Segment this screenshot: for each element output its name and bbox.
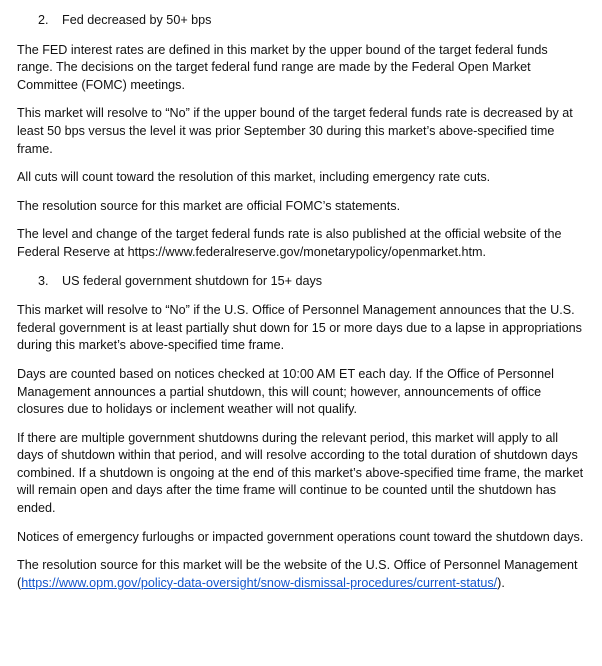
link-close-paren: ). bbox=[497, 575, 505, 590]
paragraph: Days are counted based on notices checked at 10:00 AM ET each day. If the Office of Personnel Management announces a partial shutdown, this will count; however, announcements of office closures due to holidays or inclement weather will not qualify. bbox=[17, 366, 554, 417]
resolution-source-paragraph bbox=[17, 557, 584, 592]
paragraph: If there are multiple government shutdowns during the relevant period, this market will apply to all days of shutdown within that period, and will resolve according to the total duration of shutdown days combined. If a shutdown is ongoing at the end of this market’s above-specified time frame, the market will remain open and days after the time frame will continue to be counted until the shutdown has ended. bbox=[17, 430, 584, 516]
paragraph: The level and change of the target federal funds rate is also published at the official website of the Federal Reserve at https://www.federalreserve.gov/monetarypolicy/openmarket.htm. bbox=[17, 227, 562, 259]
list-number: 2. bbox=[38, 13, 49, 27]
list-number: 3. bbox=[38, 273, 49, 288]
link-open-paren: ( bbox=[17, 575, 22, 590]
section-title: Fed decreased by 50+ bps bbox=[62, 13, 212, 27]
section-heading-fed-decrease bbox=[17, 12, 584, 30]
section-heading-shutdown bbox=[17, 273, 584, 291]
section-title: US federal government shutdown for 15+ days bbox=[62, 273, 323, 288]
resolution-source-text: The resolution source for this market will be the website of the U.S. Office of Personnel Management bbox=[17, 558, 578, 573]
paragraph: The FED interest rates are defined in this market by the upper bound of the target federal funds range. The decisions on the target federal fund range are made by the Federal Open Market Committee (FOMC) meetings. bbox=[17, 42, 548, 92]
paragraph: This market will resolve to “No” if the U.S. Office of Personnel Management announces that the U.S. federal government is at least partially shut down for 15 or more days due to a lapse in appropriations during this market’s above-specified time frame. bbox=[17, 303, 582, 353]
opm-status-link[interactable]: https://www.opm.gov/policy-data-oversight/snow-dismissal-procedures/current-status/ bbox=[21, 575, 498, 590]
paragraph: The resolution source for this market are official FOMC’s statements. bbox=[17, 198, 401, 213]
paragraph: Notices of emergency furloughs or impacted government operations count toward the shutdown days. bbox=[17, 529, 584, 544]
paragraph: This market will resolve to “No” if the upper bound of the target federal funds rate is decreased by at least 50 bps versus the level it was prior September 30 during this market’s above-specified time frame. bbox=[17, 106, 573, 156]
paragraph: All cuts will count toward the resolution of this market, including emergency rate cuts. bbox=[17, 170, 491, 185]
